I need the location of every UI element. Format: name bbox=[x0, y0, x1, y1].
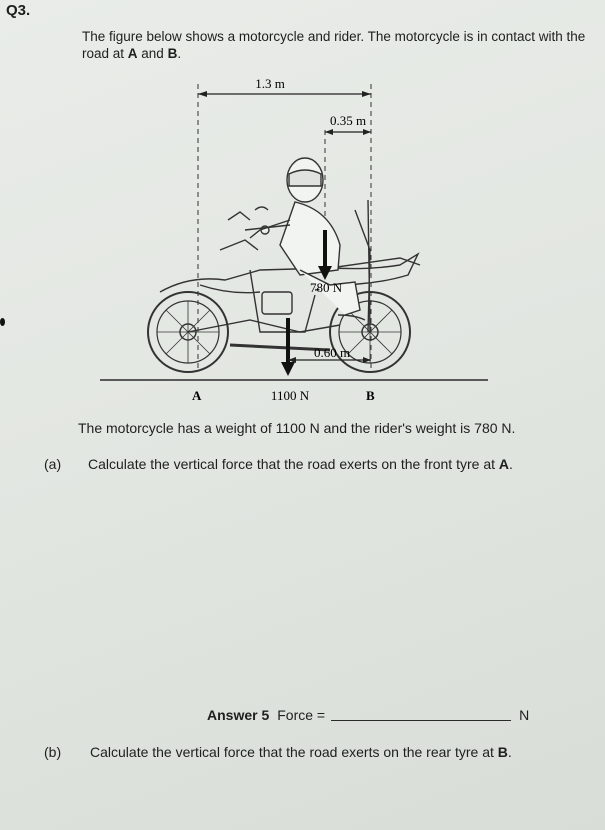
answer-label: Answer 5 bbox=[207, 707, 270, 723]
force-answer-field[interactable] bbox=[331, 706, 511, 721]
dim-total-arrow-left bbox=[198, 91, 207, 97]
intro-text: The figure below shows a motorcycle and rider. The motorcycle is in contact with the road at bbox=[82, 29, 586, 61]
part-b-end: . bbox=[507, 744, 512, 760]
label-a: A bbox=[192, 388, 202, 403]
motorcycle-figure bbox=[100, 70, 500, 415]
intro-point-a: A bbox=[127, 46, 138, 61]
dim-rider-arrow-right bbox=[363, 129, 371, 135]
intro-end: . bbox=[177, 46, 182, 61]
part-b-text: Calculate the vertical force that the road exerts on the rear tyre at bbox=[90, 744, 498, 760]
intro-point-b: B bbox=[167, 46, 178, 61]
dim-bike-label: 0.60 m bbox=[313, 345, 351, 360]
rider-weight-label: 780 N bbox=[310, 280, 343, 295]
weights-statement: The motorcycle has a weight of 1100 N and the rider's weight is 780 N. bbox=[78, 420, 516, 436]
part-a-text: Calculate the vertical force that the road exerts on the front tyre at bbox=[88, 456, 499, 472]
dim-total-label: 1.3 m bbox=[255, 76, 285, 91]
answer-row bbox=[207, 706, 529, 723]
part-b-question bbox=[90, 744, 512, 760]
part-a-question bbox=[88, 456, 513, 472]
question-intro bbox=[82, 28, 602, 62]
part-b-point: B bbox=[497, 744, 508, 760]
force-unit: N bbox=[519, 707, 530, 723]
label-b: B bbox=[366, 388, 375, 403]
part-b-label: (b) bbox=[44, 744, 62, 760]
margin-mark bbox=[0, 318, 5, 326]
part-a-end: . bbox=[509, 456, 513, 472]
part-a-point: A bbox=[498, 456, 510, 472]
part-a-label: (a) bbox=[44, 456, 62, 472]
bike-weight-label: 1100 N bbox=[270, 388, 310, 403]
rider bbox=[245, 158, 360, 315]
dim-rider-label: 0.35 m bbox=[329, 113, 367, 128]
intro-and: and bbox=[137, 46, 168, 61]
force-label: Force = bbox=[277, 707, 326, 723]
question-number: Q3. bbox=[6, 2, 31, 19]
dim-total-arrow-right bbox=[362, 91, 371, 97]
dim-rider-arrow-left bbox=[325, 129, 333, 135]
bike-weight-arrowhead bbox=[281, 362, 295, 376]
